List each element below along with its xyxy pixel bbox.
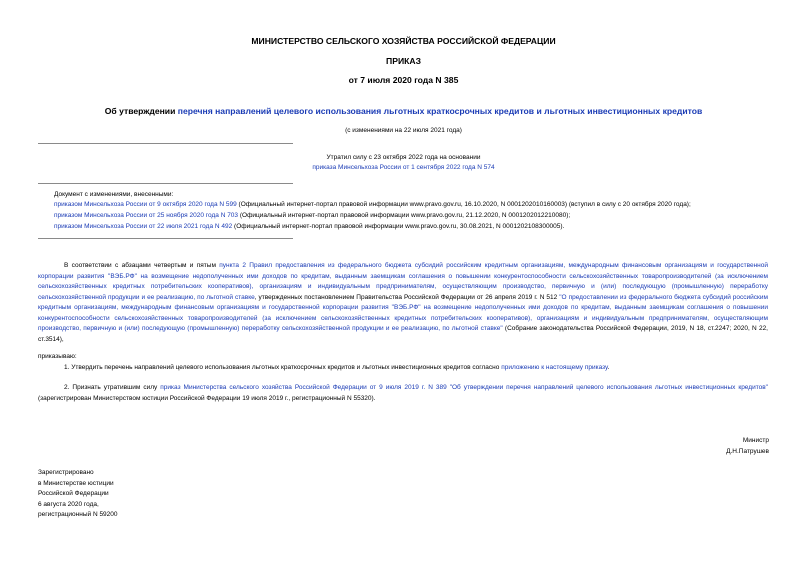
validity-link[interactable] [0, 163, 807, 173]
change-link[interactable]: приказом Минсельхоза России от 25 ноября 2020 года N 703 [54, 212, 239, 219]
registration-line: 6 августа 2020 года, [38, 501, 99, 508]
repealed-order-link[interactable]: приказ Министерства сельского хозяйства Российской Федерации от 9 июля 2019 г. N 389 "Об утверждении перечня направлений целевого использования льготных инвестиционных кредитов" [160, 384, 768, 391]
divider [38, 238, 293, 239]
change-text: (Официальный интернет-портал правовой информации www.pravo.gov.ru, 21.12.2020, N 0001202012210080); [238, 212, 571, 219]
item-text: 2. Признать утратившим силу [64, 384, 161, 391]
divider [38, 183, 293, 184]
registration-line: Зарегистрировано [38, 469, 94, 476]
order-word: приказываю: [38, 353, 77, 360]
order-item-1 [38, 363, 768, 374]
item-text: 1. Утвердить перечень направлений целевого использования льготных краткосрочных кредитов и льготных инвестиционных кредитов согласно [64, 364, 502, 371]
amended-note: (с изменениями на 22 июля 2021 года) [345, 127, 462, 134]
changes-heading: Документ с изменениями, внесенными: [54, 191, 174, 198]
resolution-link[interactable]: "О предоставлении из федерального бюджета субсидий российским кредитным организациям, международным финансовым организациям и государственной корпорации развития "ВЭБ.РФ" на возмещение недополученных ими доходов по кредитам, выданным заемщикам соглашения о повышении конкурентоспособности сельскохозяйственных товаропроизводителей (за исключением сельскохозяйственных кредитных потребительских кооперативов), организациям и индивидуальным предпринимателям, осуществляющим производство, первичную и (или) последующую (промышленную) переработку сельскохозяйственной продукции и ее реализацию, по льготной ставке" [38, 293, 768, 332]
validity-link-text[interactable]: приказа Минсельхоза России от 1 сентября 2022 года N 574 [312, 164, 495, 171]
ministry-heading: МИНИСТЕРСТВО СЕЛЬСКОГО ХОЗЯЙСТВА РОССИЙСКОЙ ФЕДЕРАЦИИ [251, 36, 556, 46]
title-link[interactable]: перечня направлений целевого использования льготных краткосрочных кредитов и льготных инвестиционных кредитов [177, 106, 703, 116]
preamble-text: (Собрание законодательства Российской Федерации, 2019, N 18, ст.2247; 2020, N 22, ст.3514), [38, 325, 768, 343]
registration-line: Российской Федерации [38, 490, 109, 497]
preamble-text: , утвержденных постановлением Правительства Российской Федерации от 26 апреля 2019 г. N 512 [254, 293, 560, 301]
signature-position: Министр [742, 437, 769, 444]
rules-link[interactable]: пункта 2 Правил предоставления из федерального бюджета субсидий российским кредитным организациям, международным финансовым организациям и государственной корпорации развития "ВЭБ.РФ" на возмещение недополученных ими доходов по кредитам, выданным заемщикам соглашения о повышении конкурентоспособности сельскохозяйственных товаропроизводителей (за исключением сельскохозяйственных кредитных потребительских кооперативов), организациям и индивидуальным предпринимателям, осуществляющим производство, первичную и (или) последующую (промышленную) переработку сельскохозяйственной продукции и ее реализацию, по льготной ставке [38, 262, 768, 301]
change-text: (Официальный интернет-портал правовой информации www.pravo.gov.ru, 16.10.2020, N 0001202010160003) (вступил в силу с 20 октября 2020 года); [236, 201, 691, 208]
change-text: (Официальный интернет-портал правовой информации www.pravo.gov.ru, 30.08.2021, N 0001202108300005). [232, 223, 565, 230]
doc-type-heading: ПРИКАЗ [386, 56, 421, 66]
signature-name: Д.Н.Патрушев [726, 448, 769, 455]
validity-line: Утратил силу с 23 октября 2022 года на основании [326, 154, 481, 161]
page-title [0, 106, 807, 116]
item-text: (зарегистрирован Министерством юстиции Российской Федерации 19 июля 2019 г., регистрационный N 55320). [38, 394, 376, 402]
title-prefix: Об утверждении [104, 106, 178, 116]
order-item-2 [38, 383, 768, 404]
doc-date-number: от 7 июля 2020 года N 385 [348, 75, 459, 85]
registration-line: в Министерстве юстиции [38, 480, 114, 487]
appendix-link[interactable]: приложению к настоящему приказу [501, 364, 608, 371]
change-link[interactable]: приказом Минсельхоза России от 22 июля 2021 года N 492 [54, 223, 233, 230]
preamble-paragraph [38, 261, 768, 345]
change-item [54, 222, 774, 232]
change-link[interactable]: приказом Минсельхоза России от 9 октября 2020 года N 599 [54, 201, 237, 208]
item-text: . [607, 364, 610, 371]
change-item [54, 200, 774, 210]
registration-line: регистрационный N 59200 [38, 511, 118, 518]
divider [38, 143, 293, 144]
preamble-text: В соответствии с абзацами четвертым и пятым [64, 262, 220, 269]
change-item [54, 211, 774, 221]
